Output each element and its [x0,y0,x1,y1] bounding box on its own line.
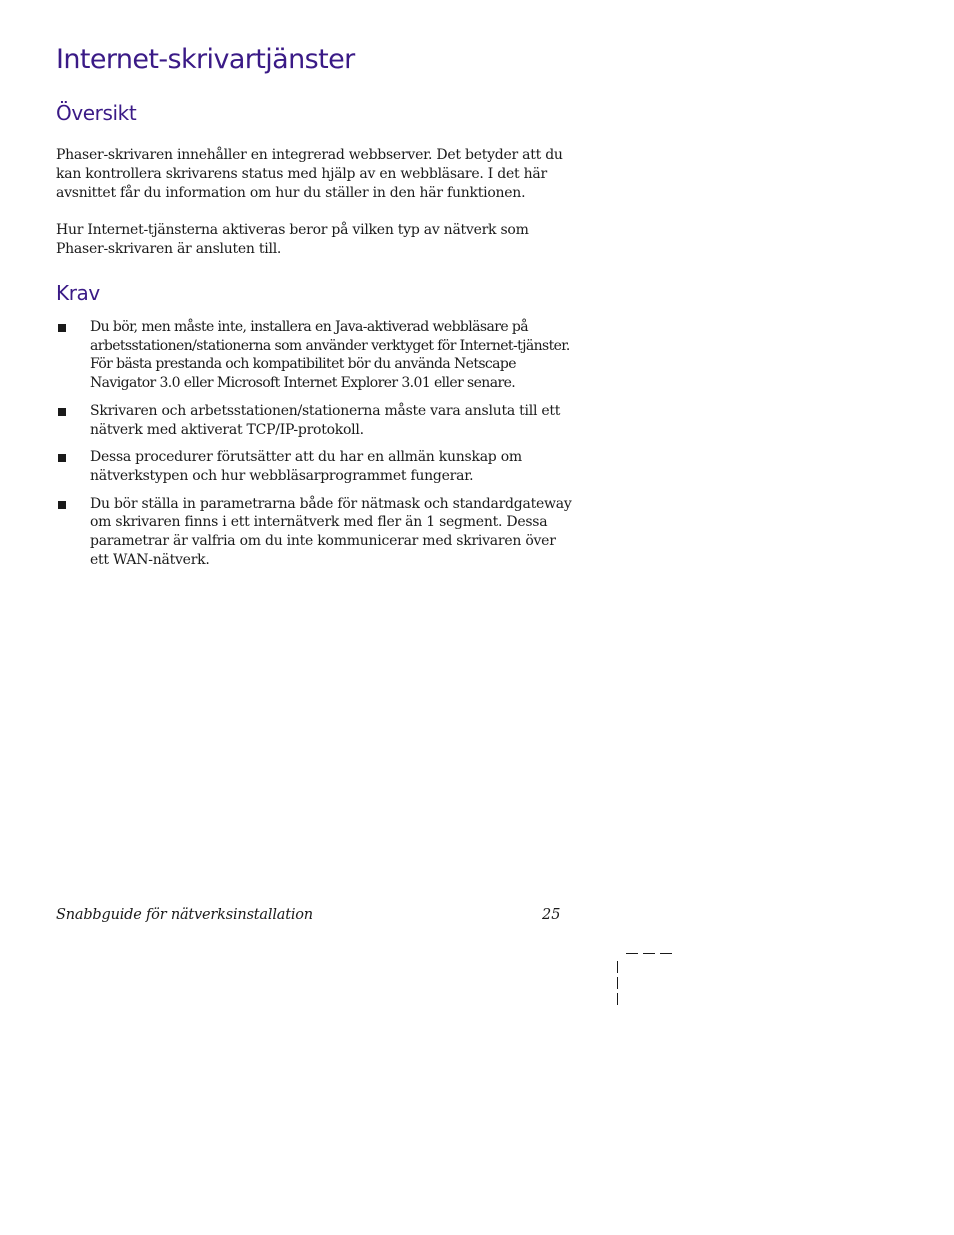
list-item [56,318,576,393]
page-title: Internet-skrivartjänster [56,44,355,75]
list-item-text: Du bör ställa in parametrarna både för nätmask och standardgateway om skrivaren finns i ett internätverk med fler än 1 segment. Dessa parametrar är valfria om du inte kommunicerar med skrivaren över ett WAN-nätverk. [90,495,572,568]
list-item [56,495,576,570]
list-item-text: Du bör, men måste inte, installera en Java-aktiverad webbläsare på arbetsstationen/stationerna som använder verktyget för Internet-tjänster. För bästa prestanda och kompatibilitet bör du använda Netscape Navigator 3.0 eller Microsoft Internet Explorer 3.01 eller senare. [90,319,570,392]
list-item-text: Dessa procedurer förutsätter att du har en allmän kunskap om nätverkstypen och hur webbläsarprogrammet fungerar. [90,449,522,484]
square-bullet-icon [58,324,66,332]
overview-paragraph-1: Phaser-skrivaren innehåller en integrerad webbserver. Det betyder att du kan kontrollera skrivarens status med hjälp av en webbläsare. I det här avsnittet får du information om hur du ställer in den här funktionen. [56,147,563,201]
list-item-text: Skrivaren och arbetsstationen/stationerna måste vara ansluta till ett nätverk med aktiverat TCP/IP-protokoll. [90,402,561,438]
crop-mark [617,977,618,989]
overview-paragraph-2: Hur Internet-tjänsterna aktiveras beror på vilken typ av nätverk som Phaser-skrivaren är ansluten till. [56,222,529,257]
footer-document-title: Snabbguide för nätverksinstallation [56,907,313,923]
crop-mark [617,961,618,973]
section-heading-krav: Krav [56,281,100,305]
square-bullet-icon [58,501,66,509]
crop-mark [626,953,638,954]
list-item [56,448,576,485]
crop-mark [617,993,618,1005]
section-heading-oversikt: Översikt [56,101,137,125]
crop-mark [643,953,655,954]
page-number: 25 [542,907,561,923]
square-bullet-icon [58,408,66,416]
square-bullet-icon [58,454,66,462]
crop-mark [660,953,672,954]
list-item [56,402,576,439]
requirements-list [56,318,576,578]
